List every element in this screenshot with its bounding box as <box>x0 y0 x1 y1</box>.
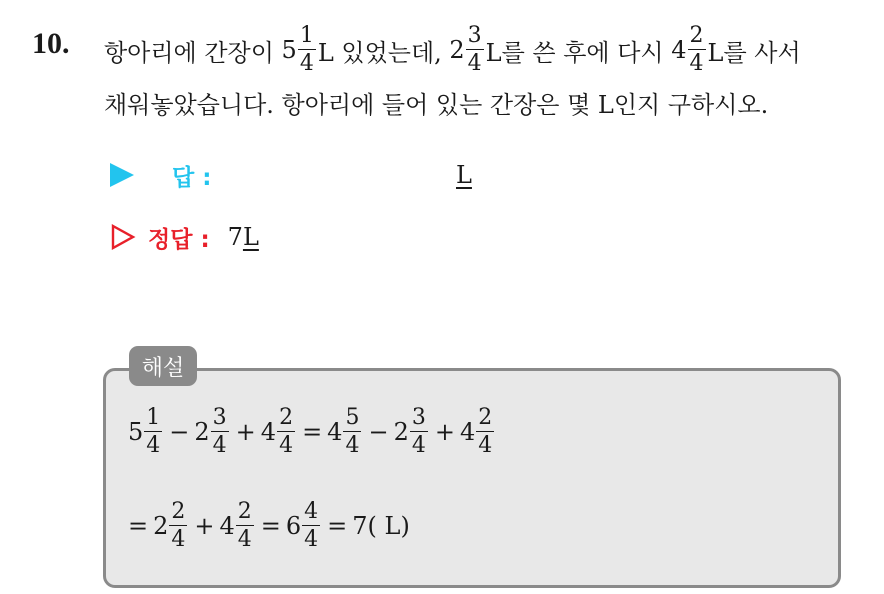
fraction <box>466 25 484 75</box>
answer-blank-unit[interactable]: L <box>456 161 472 189</box>
fraction <box>236 501 254 551</box>
fraction-denominator: 4 <box>237 527 252 552</box>
question-text: L를 사서 <box>707 38 801 67</box>
fraction-denominator: 4 <box>299 51 314 76</box>
operator: + <box>434 418 455 446</box>
fraction-numerator: 2 <box>279 405 294 430</box>
fraction-denominator: 4 <box>411 433 426 458</box>
outline-triangle-right-icon <box>110 224 136 250</box>
fraction-numerator: 3 <box>212 405 227 430</box>
mixed-number-whole: 4 <box>219 512 235 540</box>
fraction <box>302 501 320 551</box>
fraction-numerator: 2 <box>171 499 186 524</box>
mixed-number-whole: 2 <box>194 418 210 446</box>
fraction <box>298 25 316 75</box>
mixed-number-whole: 4 <box>671 36 687 64</box>
correct-answer-label: 정답 : <box>148 226 210 253</box>
question-text-line-2: 채워놓았습니다. 항아리에 들어 있는 간장은 몇 L인지 구하시오. <box>104 91 769 119</box>
question-text: 항아리에 간장이 <box>104 38 282 67</box>
fraction <box>211 407 229 457</box>
fraction-numerator: 4 <box>304 499 319 524</box>
fraction <box>476 407 494 457</box>
mixed-number-whole: 2 <box>153 512 169 540</box>
fraction-denominator: 4 <box>212 433 227 458</box>
answer-label: 답 : <box>172 164 212 191</box>
mixed-number-whole: 6 <box>285 512 302 540</box>
fraction-denominator: 4 <box>478 433 493 458</box>
fraction-denominator: 4 <box>689 51 704 76</box>
operator: + <box>194 512 215 540</box>
mixed-number-whole: 4 <box>327 418 343 446</box>
mixed-number-whole: 4 <box>260 418 277 446</box>
fraction-denominator: 4 <box>146 433 161 458</box>
mixed-number-whole: 4 <box>459 418 476 446</box>
fraction-denominator: 4 <box>171 527 186 552</box>
operator: + <box>235 418 256 446</box>
operator: − <box>169 418 190 446</box>
question-text-line-1 <box>104 20 801 80</box>
mixed-number-whole: 2 <box>449 36 465 64</box>
fraction-numerator: 1 <box>299 23 314 48</box>
fraction-denominator: 4 <box>279 433 294 458</box>
fraction <box>688 25 706 75</box>
correct-answer-value <box>228 223 259 251</box>
fraction-denominator: 4 <box>467 51 482 76</box>
correct-answer-row <box>110 220 259 254</box>
fraction-numerator: 2 <box>478 405 493 430</box>
question-text: L를 쓴 후에 다시 <box>485 38 672 67</box>
fraction-numerator: 5 <box>345 405 360 430</box>
equals-sign: = <box>327 512 348 540</box>
fraction-denominator: 4 <box>304 527 319 552</box>
filled-triangle-right-icon <box>110 163 134 187</box>
operator: − <box>368 418 389 446</box>
fraction-denominator: 4 <box>345 433 360 458</box>
solution-tag: 해설 <box>129 346 197 386</box>
mixed-number-whole: 5 <box>128 418 144 446</box>
equals-sign: = <box>260 512 281 540</box>
solution-line-1 <box>128 402 496 462</box>
fraction-numerator: 1 <box>146 405 161 430</box>
equals-sign: = <box>128 512 149 540</box>
question-text: L 있었는데, <box>317 38 450 67</box>
solution-line-2 <box>128 496 410 556</box>
correct-answer-number: 7 <box>227 223 243 251</box>
answer-row <box>110 158 211 192</box>
fraction <box>169 501 187 551</box>
question-number: 10. <box>32 27 70 60</box>
equals-sign: = <box>302 418 323 446</box>
fraction <box>277 407 295 457</box>
fraction-numerator: 3 <box>411 405 426 430</box>
mixed-number-whole: 2 <box>393 418 409 446</box>
fraction <box>410 407 428 457</box>
fraction <box>343 407 361 457</box>
fraction-numerator: 2 <box>237 499 252 524</box>
fraction <box>144 407 162 457</box>
solution-result: 7( L) <box>352 512 410 540</box>
correct-answer-unit: L <box>242 223 259 251</box>
mixed-number-whole: 5 <box>281 36 297 64</box>
fraction-numerator: 2 <box>689 23 704 48</box>
fraction-numerator: 3 <box>467 23 482 48</box>
